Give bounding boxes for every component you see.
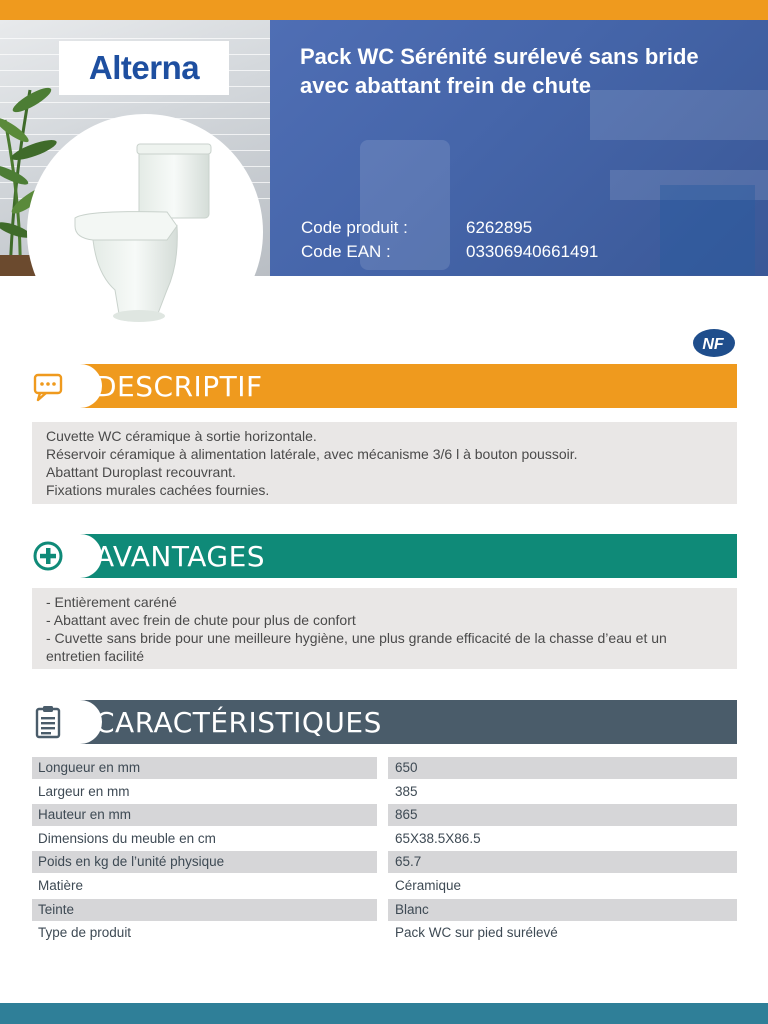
spec-label: Hauteur en mm: [32, 804, 377, 826]
spec-value: 65.7: [388, 851, 737, 873]
spec-label: Dimensions du meuble en cm: [38, 830, 216, 846]
spec-label: Type de produit: [38, 925, 132, 941]
brand-logo-text: Alterna: [88, 49, 200, 86]
descriptif-title: DESCRIPTIF: [95, 370, 263, 403]
descriptif-line: Cuvette WC céramique à sortie horizontale.: [46, 428, 317, 444]
brand-logo: [59, 41, 229, 95]
clipboard-icon: [32, 705, 66, 739]
spec-value: Pack WC sur pied surélevé: [395, 925, 558, 941]
descriptif-header: [32, 364, 737, 408]
table-row: [32, 804, 737, 828]
spec-label: Largeur en mm: [38, 783, 130, 799]
bottom-accent-bar: [0, 1003, 768, 1024]
spec-value: Céramique: [395, 877, 462, 893]
code-produit-label: Code produit :: [301, 218, 408, 237]
avantages-line: - Cuvette sans bride pour une meilleure hygiène, une plus grande efficacité de la chasse d’eau et un entretien facilité: [46, 630, 667, 664]
spec-value: 65X38.5X86.5: [395, 830, 481, 846]
avantages-body: [32, 588, 737, 669]
code-ean-value: 03306940661491: [466, 242, 599, 261]
avantages-title: AVANTAGES: [95, 540, 266, 573]
nf-badge-label: NF: [702, 336, 724, 353]
caracteristiques-title: CARACTÉRISTIQUES: [95, 706, 382, 739]
table-row: [32, 757, 737, 781]
spec-value: 650: [388, 757, 737, 779]
speech-bubble-icon: [32, 369, 66, 403]
avantages-header: [32, 534, 737, 578]
spec-value: 385: [395, 783, 418, 799]
product-title: Pack WC Sérénité surélevé sans bride avec abattant frein de chute: [300, 44, 699, 98]
table-row: [32, 922, 737, 946]
spec-label: Teinte: [32, 899, 377, 921]
specifications-table: [32, 757, 737, 946]
spec-label: Longueur en mm: [32, 757, 377, 779]
table-row: [32, 851, 737, 875]
code-produit-value: 6262895: [466, 218, 533, 237]
descriptif-line: Abattant Duroplast recouvrant.: [46, 464, 236, 480]
table-row: [32, 875, 737, 899]
top-accent-bar: [0, 0, 768, 20]
product-image: [27, 114, 263, 350]
nf-certification-badge: [692, 328, 736, 358]
descriptif-line: Réservoir céramique à alimentation latérale, avec mécanisme 3/6 l à bouton poussoir.: [46, 446, 578, 462]
avantages-line: - Entièrement caréné: [46, 594, 177, 610]
descriptif-body: [32, 422, 737, 504]
table-row: [32, 828, 737, 852]
caracteristiques-header: [32, 700, 737, 744]
table-row: [32, 781, 737, 805]
spec-label: Poids en kg de l’unité physique: [32, 851, 377, 873]
plus-circle-icon: [32, 539, 66, 573]
descriptif-line: Fixations murales cachées fournies.: [46, 482, 270, 498]
spec-value: 865: [388, 804, 737, 826]
table-row: [32, 899, 737, 923]
spec-label: Matière: [38, 877, 84, 893]
toilet-illustration: [27, 114, 263, 350]
spec-value: Blanc: [388, 899, 737, 921]
code-ean-label: Code EAN :: [301, 242, 391, 261]
avantages-line: - Abattant avec frein de chute pour plus de confort: [46, 612, 356, 628]
